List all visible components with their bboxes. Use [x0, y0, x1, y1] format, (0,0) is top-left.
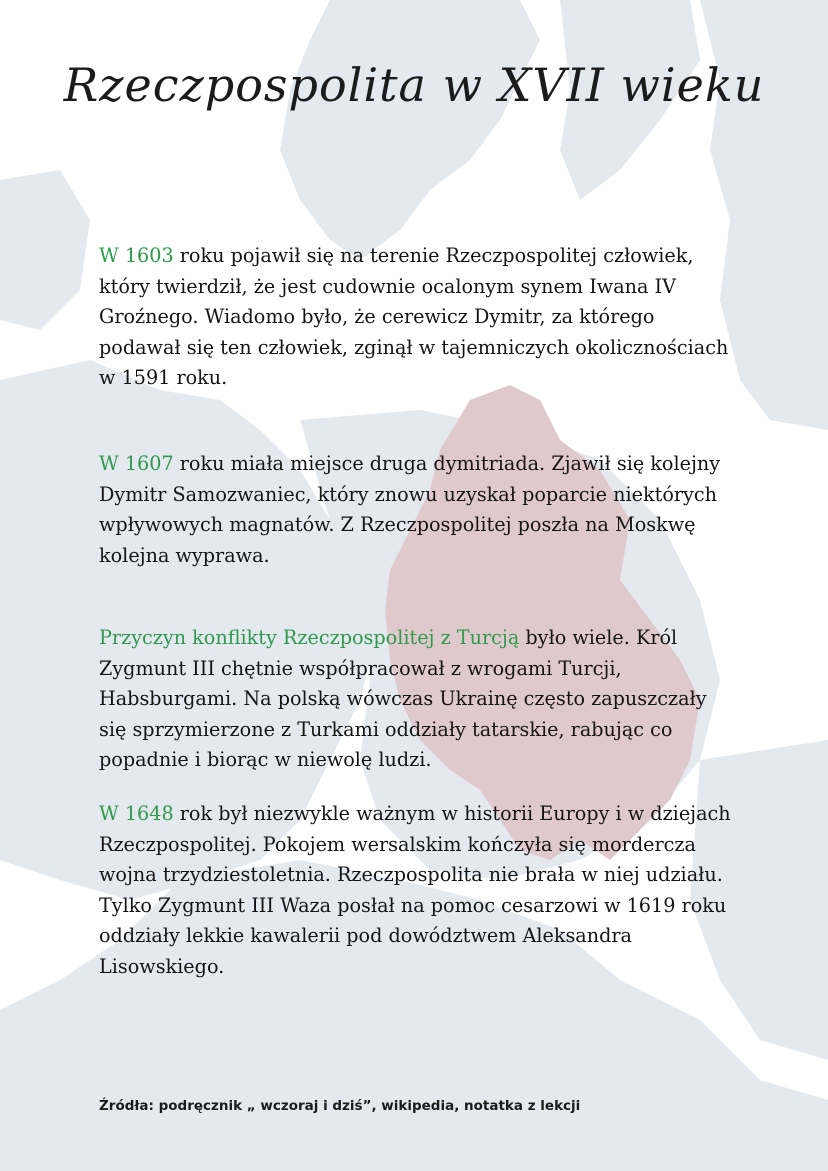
page-title: Rzeczpospolita w XVII wieku [63, 58, 765, 112]
highlight-year: W 1648 [99, 802, 174, 825]
paragraph-turkey-conflict [99, 623, 739, 776]
paragraph-text: roku miała miejsce druga dymitriada. Zjawił się kolejny Dymitr Samozwaniec, który znowu uzyskał poparcie niektórych wpływowych magnatów. Z Rzeczpospolitej poszła na Moskwę kolejna wyprawa. [99, 452, 721, 567]
paragraph-1607 [99, 449, 739, 571]
paragraph-1603 [99, 241, 739, 394]
highlight-year: W 1607 [99, 452, 174, 475]
paragraph-1648 [99, 799, 739, 982]
british-isles-shape [0, 170, 90, 330]
paragraph-text: rok był niezwykle ważnym w historii Europy i w dziejach Rzeczpospolitej. Pokojem wersalskim kończyła się mordercza wojna trzydziestoletnia. Rzeczpospolita nie brała w niej udziału. Tylko Zygmunt III Waza posłał na pomoc cesarzowi w 1619 roku oddziały lekkie kawalerii pod dowództwem Aleksandra Lisowskiego. [99, 802, 731, 978]
highlight-year: W 1603 [99, 244, 174, 267]
highlight-phrase: Przyczyn konflikty Rzeczpospolitej z Turcją [99, 626, 520, 649]
sources-footnote: Źródła: podręcznik „ wczoraj i dziś”, wikipedia, notatka z lekcji [99, 1098, 581, 1114]
paragraph-text: roku pojawił się na terenie Rzeczpospolitej człowiek, który twierdził, że jest cudownie ocalonym synem Iwana IV Groźnego. Wiadomo było, że cerewicz Dymitr, za którego podawał się ten człowiek, zginął w tajemniczych okolicznościach w 1591 roku. [99, 244, 729, 389]
scandinavia-shape [280, 0, 540, 260]
paragraph-text: było wiele. Król Zygmunt III chętnie współpracował z wrogami Turcji, Habsburgami. Na polską wówczas Ukrainę często zapuszczały się sprzymierzone z Turkami oddziały tatarskie, rabując co popadnie i biorąc w niewolę ludzi. [99, 626, 707, 771]
